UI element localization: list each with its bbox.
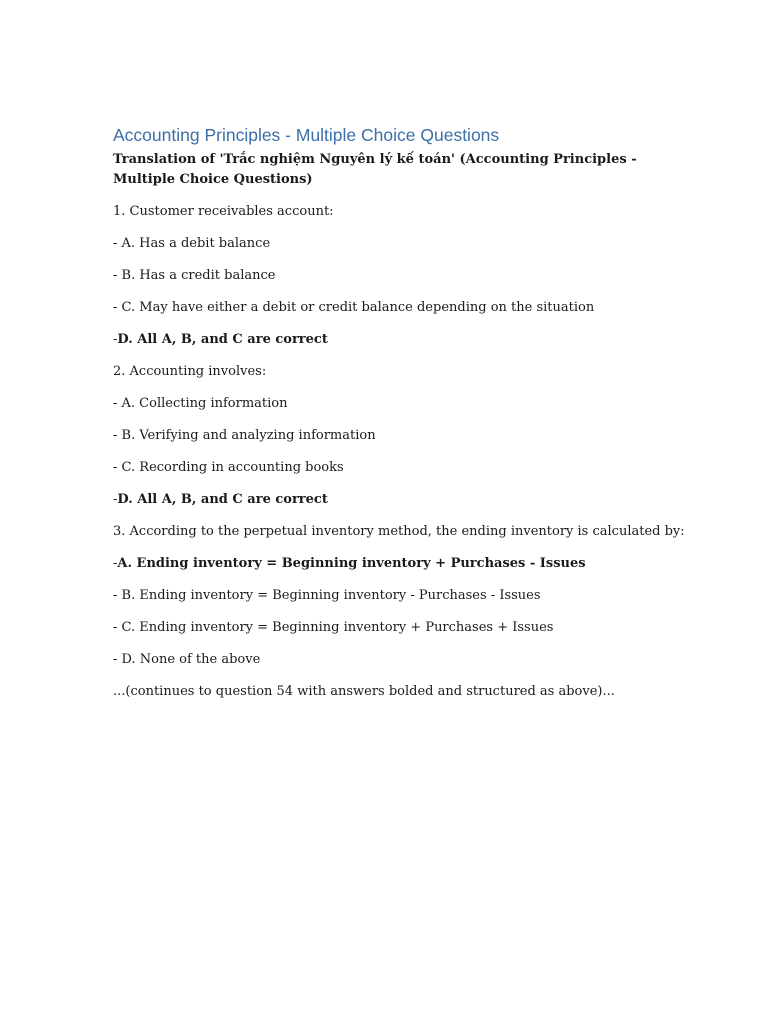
option-text: C. Ending inventory = Beginning inventory + Purchases + Issues <box>121 620 554 635</box>
answer-option <box>113 234 673 254</box>
option-bullet: - <box>113 268 122 283</box>
answer-option <box>113 266 673 286</box>
option-bullet: - <box>113 396 122 411</box>
option-text: B. Ending inventory = Beginning inventory - Purchases - Issues <box>121 588 541 603</box>
answer-option <box>113 650 673 670</box>
option-bullet: - <box>113 620 122 635</box>
answer-option <box>113 618 673 638</box>
question-prompt: 2. Accounting involves: <box>113 364 267 379</box>
answer-option <box>113 426 673 446</box>
option-text: B. Verifying and analyzing information <box>121 428 376 443</box>
question-prompt: 3. According to the perpetual inventory method, the ending inventory is calculated by: <box>113 524 685 539</box>
answer-option <box>113 394 673 414</box>
answer-option <box>113 298 673 318</box>
question-block <box>113 202 673 350</box>
option-text: A. Has a debit balance <box>121 236 271 251</box>
option-text: C. May have either a debit or credit balance depending on the situation <box>121 300 595 315</box>
option-text: A. Ending inventory = Beginning inventory + Purchases - Issues <box>117 556 586 571</box>
option-text: C. Recording in accounting books <box>121 460 344 475</box>
option-text: D. All A, B, and C are correct <box>117 332 328 347</box>
option-text: A. Collecting information <box>121 396 288 411</box>
question-list <box>113 202 685 670</box>
document-page <box>113 124 685 714</box>
question-prompt: 1. Customer receivables account: <box>113 204 334 219</box>
answer-option <box>113 586 673 606</box>
answer-option-correct <box>113 490 673 510</box>
question-block <box>113 362 673 510</box>
option-bullet: - <box>113 236 122 251</box>
question-block <box>113 522 685 670</box>
answer-option-correct <box>113 330 673 350</box>
option-bullet: - <box>113 652 122 667</box>
option-bullet: - <box>113 588 122 603</box>
option-bullet: - <box>113 300 122 315</box>
option-text: D. None of the above <box>121 652 261 667</box>
option-bullet: - <box>113 556 118 571</box>
option-bullet: - <box>113 492 118 507</box>
option-bullet: - <box>113 428 122 443</box>
answer-option-correct <box>113 554 673 574</box>
continuation-note: ...(continues to question 54 with answers bolded and structured as above)... <box>113 684 615 699</box>
document-subtitle: Translation of 'Trắc nghiệm Nguyên lý kế toán' (Accounting Principles - Multiple Choice Questions) <box>113 152 637 187</box>
option-bullet: - <box>113 460 122 475</box>
option-text: D. All A, B, and C are correct <box>117 492 328 507</box>
document-title: Accounting Principles - Multiple Choice Questions <box>113 125 500 145</box>
option-text: B. Has a credit balance <box>121 268 276 283</box>
answer-option <box>113 458 673 478</box>
option-bullet: - <box>113 332 118 347</box>
